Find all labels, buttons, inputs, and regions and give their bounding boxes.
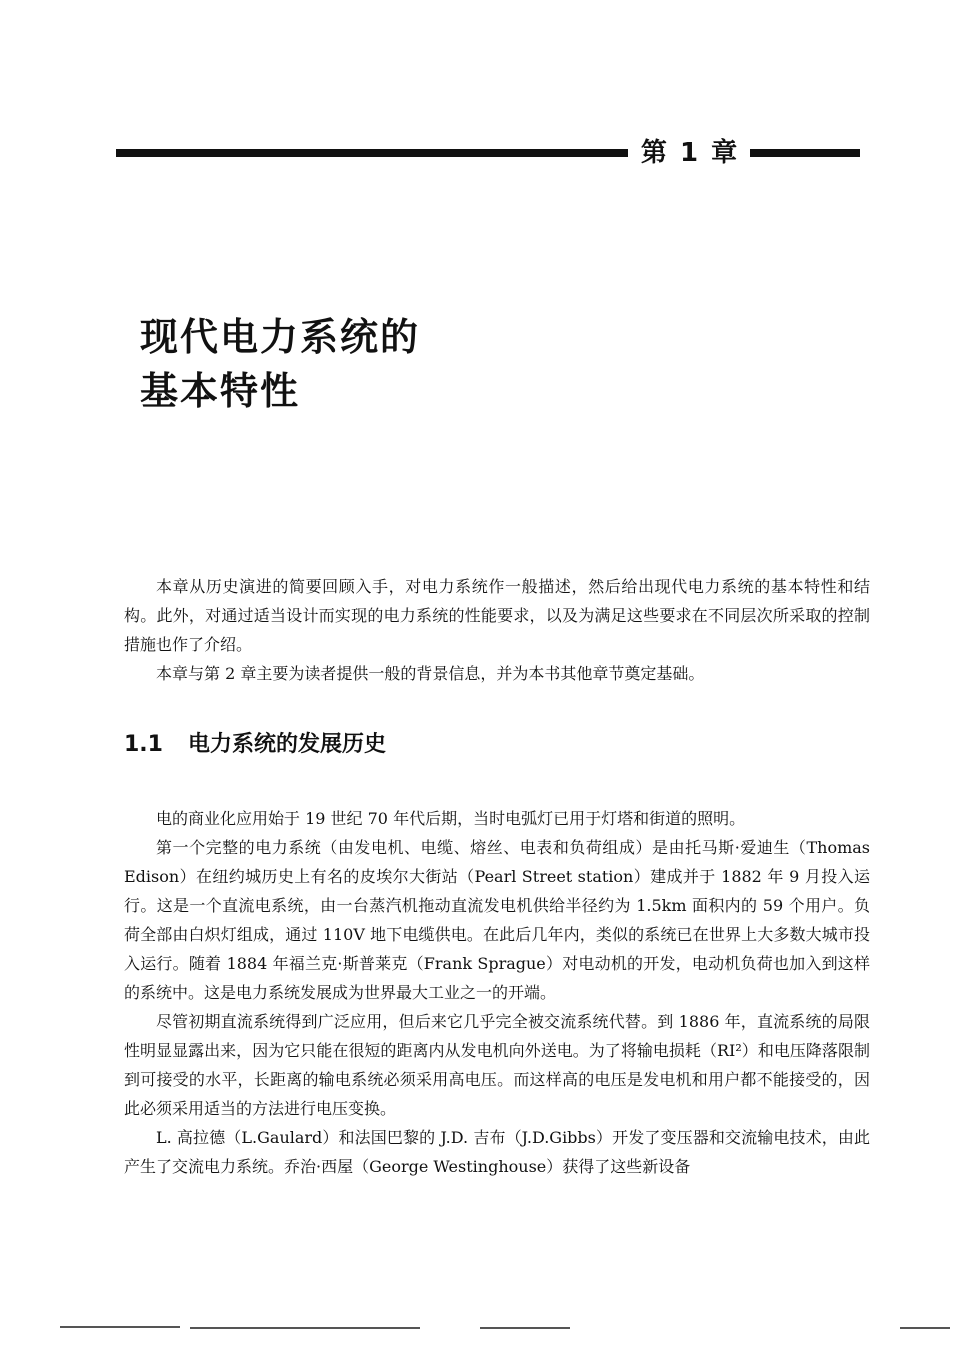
section-heading [124, 730, 870, 760]
section-number: 1.1 [124, 732, 163, 757]
body-paragraph-3: 尽管初期直流系统得到广泛应用，但后来它几乎完全被交流系统代替。到 1886 年，直流系统的局限性明显显露出来，因为它只能在很短的距离内从发电机向外送电。为了将输电损耗（RI²）和电压降落限制到可接受的水平，长距离的输电系统必须采用高电压。而这样高的电压是发电机和用户都不能接受的，因此必须采用适当的方法进行电压变换。 [124, 1012, 870, 1118]
intro-paragraph-2: 本章与第 2 章主要为读者提供一般的背景信息，并为本书其他章节奠定基础。 [156, 664, 705, 683]
page-content [124, 572, 870, 1181]
chapter-title [140, 310, 660, 418]
intro-paragraph-1: 本章从历史演进的简要回顾入手，对电力系统作一般描述，然后给出现代电力系统的基本特性和结构。此外，对通过适当设计而实现的电力系统的性能要求，以及为满足这些要求在不同层次所采取的控制措施也作了介绍。 [124, 577, 870, 654]
footer-rule-3 [480, 1327, 570, 1329]
chapter-title-line-2: 基本特性 [140, 369, 301, 413]
footer-rule-1 [60, 1326, 180, 1328]
header-rule-left [116, 149, 628, 157]
header-rule-right [750, 149, 860, 157]
footer-rule-2 [190, 1327, 420, 1329]
body-paragraph-1: 电的商业化应用始于 19 世纪 70 年代后期，当时电弧灯已用于灯塔和街道的照明。 [156, 809, 746, 828]
chapter-label: 第 1 章 [640, 138, 740, 168]
chapter-header [116, 136, 860, 170]
body-paragraph-2: 第一个完整的电力系统（由发电机、电缆、熔丝、电表和负荷组成）是由托马斯·爱迪生（Thomas Edison）在纽约城历史上有名的皮埃尔大街站（Pearl Street station）建成并于 1882 年 9 月投入运行。这是一个直流电系统，由一台蒸汽机拖动直流发电机供给半径约为 1.5km 面积内的 59 个用户。负荷全部由白炽灯组成，通过 110V 地下电缆供电。在此后几年内，类似的系统已在世界上大多数大城市投入运行。随着 1884 年福兰克·斯普莱克（Frank Sprague）对电动机的开发，电动机负荷也加入到这样的系统中。这是电力系统发展成为世界最大工业之一的开端。 [124, 838, 870, 1002]
body-paragraph-4: L. 高拉德（L.Gaulard）和法国巴黎的 J.D. 吉布（J.D.Gibbs）开发了变压器和交流输电技术，由此产生了交流电力系统。乔治·西屋（George Westinghouse）获得了这些新设备 [124, 1128, 870, 1176]
footer-rule-4 [900, 1327, 950, 1329]
section-body [124, 804, 870, 1181]
chapter-title-line-1: 现代电力系统的 [140, 315, 421, 359]
section-title: 电力系统的发展历史 [188, 732, 387, 757]
